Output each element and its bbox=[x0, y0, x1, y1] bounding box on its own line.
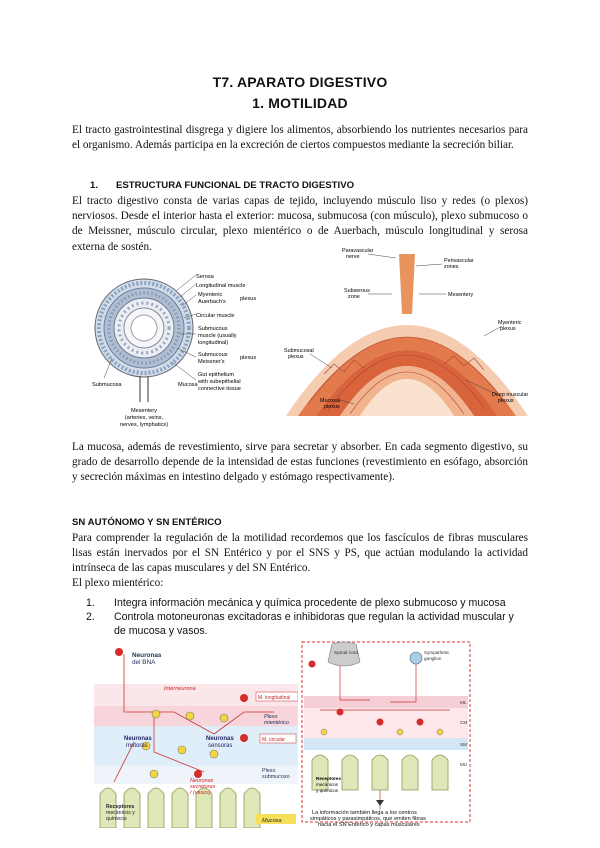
note-line-3: hacia el SN Entérico y capas musculares bbox=[318, 822, 420, 828]
label-mu: MU bbox=[460, 762, 468, 767]
section-1-paragraph-2: La mucosa, además de revestimiento, sirve para secretar y absorber. En cada segmento digestivo, su grado de desarrollo depende de la intensidad de estas funciones (revestimiento en esófago, absorción y secreción máximas en intestino delgado y estómago respectivamente). bbox=[72, 441, 528, 484]
label-mesentery: Mesentery bbox=[448, 292, 474, 298]
ml-layer bbox=[304, 696, 468, 708]
label-secretoras-1: Neuronas bbox=[190, 778, 214, 784]
label-secretoras-2: secretoras bbox=[190, 784, 216, 790]
label-receptores-2: mecánicos bbox=[316, 782, 338, 787]
label-plexo-submucoso-1: Plexo bbox=[262, 768, 276, 774]
gut-cross-section-figure bbox=[92, 262, 302, 442]
label-m-longitudinal: M. longitudinal bbox=[258, 695, 291, 701]
label-bna-1: Neuronas bbox=[132, 652, 162, 659]
label-receptores-1: Receptores bbox=[316, 776, 342, 781]
note-line-1: La información también llega a los centros bbox=[312, 810, 417, 816]
list-item-text: Integra información mecánica y química procedente de plexo submucoso y mucosa bbox=[114, 597, 506, 609]
section-1-paragraph: El tracto digestivo consta de varias capas de tejido, incluyendo músculo liso y redes (o plexos) nerviosos. Desde el interior hasta el exterior: mucosa, submucosa (con músculo), plexo submucoso o de Meissner, músculo circular, plexo mientérico o de Auerbach, músculo longitudinal y serosa externa de sostén. bbox=[72, 195, 528, 253]
label-submucosa: Submucosa bbox=[92, 382, 122, 388]
label-plexus-1: plexus bbox=[240, 296, 257, 302]
label-deep-muscular-1: Deep muscular bbox=[492, 392, 529, 398]
note-line-2: simpáticos y parasimpáticos, que emiten fibras bbox=[310, 816, 426, 822]
section-1-title: ESTRUCTURA FUNCIONAL DE TRACTO DIGESTIVO bbox=[116, 180, 355, 191]
intro-paragraph: El tracto gastrointestinal disgrega y digiere los alimentos, absorbiendo los nutrientes necesarios para el organismo. Además participa en la excreción de ciertos compuestos mediante la secreción biliar. bbox=[72, 124, 528, 152]
label-perivascular-2: zones bbox=[444, 264, 459, 270]
label-auerbach: Auerbach's bbox=[198, 299, 226, 305]
label-receptores-2: mecánicos y bbox=[106, 810, 135, 816]
list-item-text: Controla motoneuronas excitadoras e inhibidoras que regulan la actividad muscular y de mucosa y vasos. bbox=[114, 611, 514, 637]
label-gut-epithelium-2: with subepithelial bbox=[198, 379, 241, 385]
label-submucosal-1: Submucosal bbox=[284, 348, 314, 354]
enteric-plexus-section-figure bbox=[284, 244, 530, 418]
section-1-heading bbox=[72, 180, 354, 191]
label-mucosal-2: plexus bbox=[324, 404, 340, 410]
label-bna-2: del BNA bbox=[132, 659, 156, 666]
document-title: T7. APARATO DIGESTIVO bbox=[212, 74, 388, 90]
label-subserous-2: zone bbox=[348, 294, 360, 300]
label-neuronas-motoras-2: motoras bbox=[126, 743, 148, 749]
label-submucous-muscle-3: longitudinal) bbox=[198, 340, 229, 346]
list-item bbox=[86, 610, 528, 638]
label-myenteric: Myenteric bbox=[198, 292, 223, 298]
label-sympathetic-2: ganglion bbox=[424, 656, 442, 661]
label-plexus-2: plexus bbox=[240, 355, 257, 361]
label-receptores-3: químicos bbox=[106, 816, 127, 822]
label-myenteric-1: Myenteric bbox=[498, 320, 522, 326]
label-sm: SM bbox=[460, 742, 467, 747]
section-2-paragraph: Para comprender la regulación de la motilidad recordemos que los fascículos de fibras musculares lisas están inervados por el SN Entérico y por el SNS y PS, que actúan modulando la actividad intrínseca de las capas musculares y del SN Entérico. bbox=[72, 532, 528, 575]
enteric-circuit-figure bbox=[94, 642, 298, 828]
document-subtitle: 1. MOTILIDAD bbox=[252, 95, 348, 111]
label-mesentery-1: Mesentery bbox=[130, 408, 158, 414]
list-item-number: 2. bbox=[86, 611, 95, 623]
label-mucosal-1: Mucosal bbox=[320, 398, 341, 404]
arrow-up-icon bbox=[376, 800, 384, 806]
myenteric-function-list bbox=[86, 596, 528, 638]
label-spinal-cord: Spinal cord bbox=[334, 651, 358, 656]
sympathetic-ganglion bbox=[410, 652, 422, 664]
label-paravascular-1: Paravascular bbox=[342, 248, 374, 254]
label-submucous-plexus-2: Meissner's bbox=[198, 359, 225, 365]
label-submucous-plexus-1: Submucous bbox=[198, 352, 228, 358]
reflex-circuit-figure bbox=[300, 640, 476, 828]
section-2-heading: SN AUTÓNOMO Y SN ENTÉRICO bbox=[72, 517, 222, 528]
label-plexo-submucoso-2: submucoso bbox=[262, 774, 290, 780]
label-longitudinal-muscle: Longitudinal muscle bbox=[196, 283, 246, 289]
label-neuronas-sensoras-2: sensoras bbox=[208, 743, 233, 749]
label-gut-epithelium-3: connective tissue bbox=[198, 386, 241, 392]
label-receptores-1: Receptores bbox=[106, 804, 135, 810]
label-deep-muscular-2: plexus bbox=[498, 398, 514, 404]
label-plexo-mienterico-2: mientérico bbox=[264, 720, 289, 726]
label-m-circular: M. circular bbox=[262, 737, 286, 743]
label-mesentery-3: nerves, lymphatics) bbox=[119, 422, 169, 428]
label-serosa: Serosa bbox=[196, 274, 214, 280]
label-subserous-1: Subserous bbox=[344, 288, 370, 294]
label-secretoras-3: / (vasos) bbox=[190, 790, 211, 796]
lumen bbox=[131, 315, 157, 341]
label-cm: CM bbox=[460, 720, 468, 725]
label-submucous-muscle-2: muscle (usually bbox=[198, 333, 237, 339]
label-circular-muscle: Circular muscle bbox=[196, 313, 235, 319]
label-mesentery-2: (arteries, veins, bbox=[124, 415, 164, 421]
label-perivascular-1: Perivascular bbox=[444, 258, 474, 264]
label-gut-epithelium-1: Gut epithelium bbox=[198, 372, 235, 378]
list-item-number: 1. bbox=[86, 597, 95, 609]
label-neuronas-sensoras-1: Neuronas bbox=[206, 736, 234, 742]
label-submucous-muscle-1: Submucous bbox=[198, 326, 228, 332]
section-2-paragraph-2: El plexo mientérico: bbox=[72, 577, 164, 589]
mesentery-stalk bbox=[140, 376, 148, 402]
label-neuronas-motoras-1: Neuronas bbox=[124, 736, 152, 742]
label-receptores-3: y químicos bbox=[316, 788, 338, 793]
mesentery-stalk bbox=[399, 254, 415, 314]
list-item bbox=[86, 596, 528, 610]
label-ml: ML bbox=[460, 700, 467, 705]
label-submucosal-2: plexus bbox=[288, 354, 304, 360]
section-1-number: 1. bbox=[90, 180, 99, 191]
sm-layer bbox=[304, 738, 468, 750]
label-interneurona: Interneurona bbox=[164, 686, 196, 692]
cm-layer bbox=[304, 708, 468, 738]
label-paravascular-2: nerve bbox=[346, 254, 360, 260]
label-mucosa: Mucosa bbox=[262, 818, 282, 824]
label-mucosa: Mucosa bbox=[178, 382, 198, 388]
label-sympathetic-1: Sympathetic bbox=[424, 650, 450, 655]
label-plexo-mienterico-1: Plexo bbox=[264, 714, 278, 720]
label-myenteric-2: plexus bbox=[500, 326, 516, 332]
